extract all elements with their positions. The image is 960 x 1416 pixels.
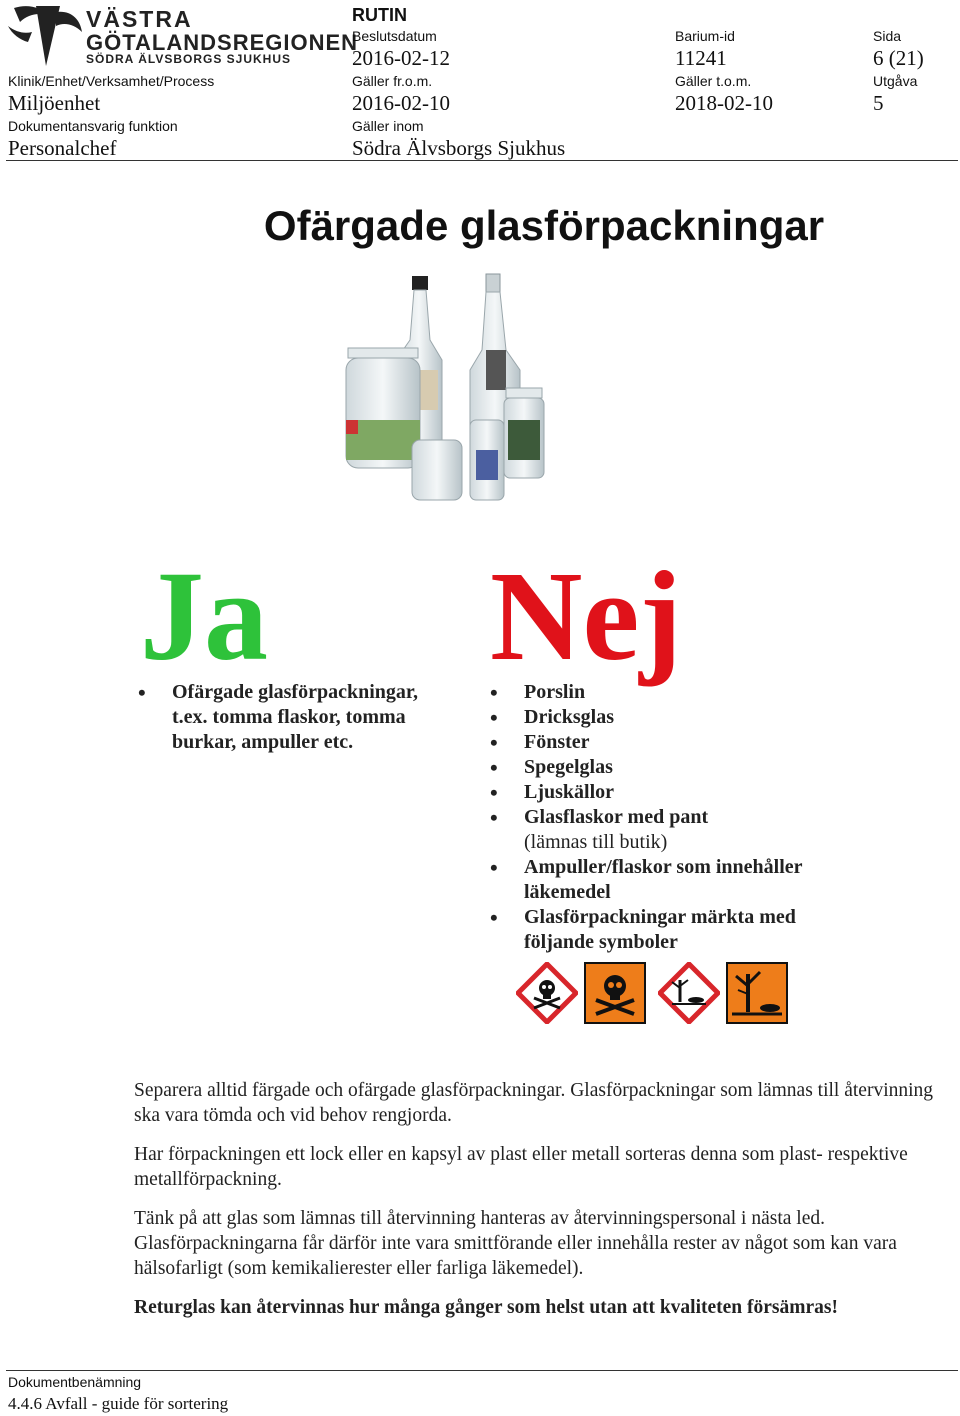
- paragraph-1: Separera alltid färgade och ofärgade glasförpackningar. Glasförpackningar som lämnas till återvinning ska vara tömda och vid behov rengjorda.: [134, 1080, 934, 1126]
- from-value: 2016-02-10: [352, 91, 450, 115]
- nej-item-text: Fönster: [524, 731, 590, 753]
- glass-photo: [330, 270, 560, 510]
- nej-item: [490, 905, 860, 955]
- beslutsdatum-value: 2016-02-12: [352, 46, 450, 70]
- nej-item: [490, 730, 860, 755]
- header-divider: [6, 160, 958, 161]
- nej-item-text: Dricksglas: [524, 706, 614, 728]
- inom-label: Gäller inom: [352, 118, 424, 134]
- hazard-symbols: [516, 962, 796, 1026]
- nej-item: [490, 680, 860, 705]
- environment-square-icon: [726, 962, 788, 1024]
- nej-item: [490, 780, 860, 805]
- ansvar-value: Personalchef: [8, 136, 117, 160]
- paragraph-4: Returglas kan återvinnas hur många gånger som helst utan att kvaliteten försämras!: [134, 1297, 838, 1318]
- nej-item: [490, 805, 860, 855]
- glass-jars-icon: [330, 270, 560, 510]
- inom-value: Södra Älvsborgs Sjukhus: [352, 136, 566, 160]
- logo-line3: SÖDRA ÄLVSBORGS SJUKHUS: [86, 52, 292, 66]
- beslutsdatum-label: Beslutsdatum: [352, 28, 437, 44]
- from-label: Gäller fr.o.m.: [352, 73, 433, 89]
- nej-item: [490, 855, 860, 905]
- tom-label: Gäller t.o.m.: [675, 73, 752, 89]
- nej-item-text: Spegelglas: [524, 756, 613, 778]
- footer-label: Dokumentbenämning: [8, 1374, 142, 1390]
- nej-item: [490, 705, 860, 730]
- doc-type: RUTIN: [352, 5, 407, 25]
- ja-item-text: Ofärgade glasförpackningar, t.ex. tomma flaskor, tomma burkar, ampuller etc.: [172, 681, 418, 753]
- sida-label: Sida: [873, 28, 902, 44]
- ansvar-label: Dokumentansvarig funktion: [8, 118, 178, 134]
- nej-list: [490, 680, 860, 955]
- barium-label: Barium-id: [675, 28, 735, 44]
- nej-item-text: Ampuller/flaskor som innehåller läkemedel: [524, 856, 803, 903]
- sida-value: 6 (21): [873, 46, 924, 70]
- paragraph-2: Har förpackningen ett lock eller en kapsyl av plast eller metall sorteras denna som plast- respektive metallförpackning.: [134, 1144, 908, 1190]
- logo-line1: VÄSTRA: [86, 6, 193, 32]
- paragraph-3: Tänk på att glas som lämnas till återvinning hanteras av återvinningspersonal i nästa led. Glasförpackningarna får därför inte vara smittförande eller innehålla rester av något som kan vara hälsofarligt (som kemikalierester eller farliga läkemedel).: [134, 1208, 897, 1279]
- utgava-label: Utgåva: [873, 73, 918, 89]
- ja-item: [138, 680, 438, 755]
- environment-diamond-icon: [658, 962, 720, 1024]
- nej-item-note: (lämnas till butik): [524, 831, 668, 853]
- footer-value: 4.4.6 Avfall - guide för sortering: [8, 1394, 229, 1413]
- tom-value: 2018-02-10: [675, 91, 773, 115]
- nej-item-text: Ljuskällor: [524, 781, 615, 803]
- ja-heading: Ja: [140, 545, 268, 687]
- toxic-square-icon: [584, 962, 646, 1024]
- nej-item: [490, 755, 860, 780]
- klinik-label: Klinik/Enhet/Verksamhet/Process: [8, 73, 215, 89]
- ja-list: [138, 680, 438, 755]
- region-logo-icon: [6, 2, 86, 68]
- footer-divider: [6, 1370, 958, 1371]
- nej-heading: Nej: [490, 545, 682, 687]
- klinik-value: Miljöenhet: [8, 91, 101, 115]
- nej-item-text: Glasförpackningar märkta med följande symboler: [524, 906, 796, 953]
- nej-item-text: Glasflaskor med pant: [524, 806, 709, 828]
- barium-value: 11241: [675, 46, 727, 70]
- page-title: Ofärgade glasförpackningar: [263, 202, 825, 249]
- logo: [6, 2, 359, 70]
- logo-line2: GÖTALANDSREGIONEN: [86, 30, 359, 55]
- nej-item-text: Porslin: [524, 681, 586, 703]
- utgava-value: 5: [873, 91, 884, 115]
- toxic-diamond-icon: [516, 962, 578, 1024]
